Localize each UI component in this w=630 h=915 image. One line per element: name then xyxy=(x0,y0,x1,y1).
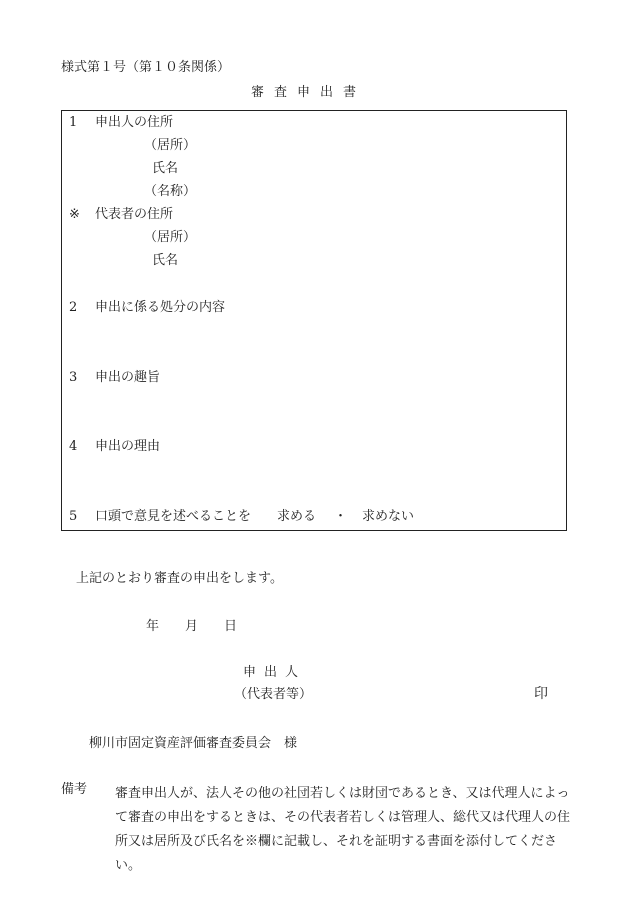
choice-separator: ・ xyxy=(334,509,348,524)
item2-number: 2 xyxy=(69,300,78,315)
representative-residence-label: （居所） xyxy=(144,230,197,245)
item5-label: 口頭で意見を述べることを xyxy=(95,509,252,524)
item5-number: 5 xyxy=(69,509,78,524)
form-box xyxy=(61,110,567,531)
notes-label: 備考 xyxy=(61,782,88,797)
item4-number: 4 xyxy=(69,439,78,454)
choice-request[interactable]: 求める xyxy=(277,509,317,524)
item2-label: 申出に係る処分の内容 xyxy=(95,300,226,315)
addressee: 柳川市固定資産評価審査委員会 様 xyxy=(89,736,298,751)
item3-label: 申出の趣旨 xyxy=(95,370,161,385)
representative-label: （代表者等） xyxy=(234,687,313,702)
name-label: 氏名 xyxy=(152,161,179,176)
representative-address-label: 代表者の住所 xyxy=(95,207,174,222)
entity-name-label: （名称） xyxy=(144,184,197,199)
notes-body: 審査申出人が、法人その他の社団若しくは財団であるとき、又は代理人によって審査の申出をするときは、その代表者若しくは管理人、総代又は代理人の住所又は居所及び氏名を※欄に記載し、それを証明する書面を添付してください。 xyxy=(115,786,571,873)
representative-mark: ※ xyxy=(69,207,80,222)
item3-number: 3 xyxy=(69,370,78,385)
submission-statement: 上記のとおり審査の申出をします。 xyxy=(76,571,283,586)
representative-name-label: 氏名 xyxy=(152,253,179,268)
date-line: 年 月 日 xyxy=(146,619,238,634)
item1-label: 申出人の住所 xyxy=(95,115,174,130)
document-title: 審査申出書 xyxy=(251,85,367,100)
notes-text xyxy=(76,782,576,878)
item1-number: 1 xyxy=(69,115,78,130)
applicant-label: 申出人 xyxy=(243,665,307,680)
seal-mark: 印 xyxy=(534,686,548,702)
choice-not-request[interactable]: 求めない xyxy=(362,509,415,524)
form-number: 様式第１号（第１０条関係） xyxy=(61,60,231,75)
residence-label: （居所） xyxy=(144,138,197,153)
item4-label: 申出の理由 xyxy=(95,439,161,454)
